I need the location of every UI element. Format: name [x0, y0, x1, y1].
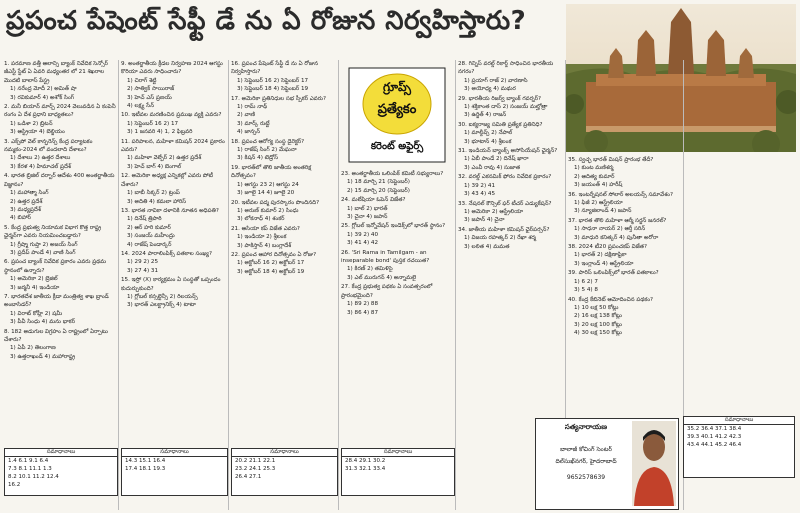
- question-text: 26. 'Sri Rama in Tamilgam - an inseparable bond' పుస్తక రచయిత?: [341, 249, 430, 265]
- question-item: [458, 226, 563, 251]
- question-text: 19. భారత్‌లో తొలి జాతీయ అంతరిక్ష దినోత్సవం?: [231, 164, 312, 180]
- answer-option: 1) బాబీ సిక్కర్ 2) ట్రంప్: [127, 190, 180, 197]
- answer-option: 1) ప్రయాగ్ రాజ్ 2) వారణాసి: [464, 77, 528, 84]
- question-text: 30. ఐక్యరాజ్య సమితి ప్రత్యేక ప్రతినిధి?: [458, 121, 543, 128]
- answers-box-3: [231, 448, 338, 496]
- answer-option: 1) ఏబీ పాండే 2) దినేష్ ఖారా: [464, 156, 529, 163]
- question-item: [568, 156, 794, 190]
- answers-row: 39.3 40.1 41.2 42.3: [687, 434, 742, 440]
- question-text: 31. ఇండియన్ బ్యాంక్స్ అసోసియేషన్ ఛైర్మన్?: [458, 148, 558, 155]
- question-item: [341, 196, 453, 221]
- answer-option: 1) ఒడిశా 2) బ్రిటన్: [10, 120, 53, 127]
- answers-row: 23.2 24.1 25.3: [235, 466, 276, 472]
- answers-rows: [232, 457, 337, 481]
- question-item: [568, 217, 794, 242]
- answers-box-4: [341, 448, 455, 496]
- answer-option: 3) చైనా 4) జపాన్: [347, 214, 388, 221]
- answer-option: 3) 41 4) 42: [347, 240, 379, 247]
- answer-option: 3) హెచ్ ఎస్ ప్రణయ్: [127, 94, 172, 101]
- question-item: [121, 172, 226, 206]
- column-3: [231, 60, 336, 445]
- answer-option: 1) మహిళా వెల్ఫేర్ 2) ఉత్తర ప్రదేశ్: [127, 155, 202, 162]
- answer-option: 3) న్యూజిలాండ్ 4) జపాన్: [574, 208, 632, 215]
- answer-option: 3) లలిత 4) మమత: [464, 243, 510, 250]
- question-item: [231, 251, 336, 276]
- answer-option: 1) అమెరికా 2) ఆస్ట్రేలియా: [464, 208, 524, 215]
- answer-option: 3) పాకిస్తాన్ 4) బంగ్లాదేశ్: [237, 242, 292, 249]
- answer-option: 1) 6 2) 7: [574, 278, 598, 285]
- answer-option: 4) జాన్సన్: [237, 129, 261, 136]
- answer-option: 1) అరుణ్ కుమార్ 2) సింధు: [237, 207, 299, 214]
- question-text: 24. మలేషియా ఓపెన్ విజేత?: [341, 197, 406, 204]
- question-item: [4, 103, 116, 137]
- answers-label: సమాధానాలు: [122, 449, 227, 457]
- answer-option: 1) సాధనా నాయర్ 2) ఆర్తీ సరిన్: [574, 226, 646, 233]
- column-1: [4, 60, 116, 445]
- answer-option: 3) ప్రదీప్ పాండే 4) వాణి సింగ్: [10, 249, 76, 256]
- answer-option: 2) ఆర్ హరి కుమార్: [127, 224, 171, 231]
- question-text: 35. స్వచ్ఛ భారత్ మిషన్ ప్రారంభ తేదీ?: [568, 157, 654, 163]
- answers-row: 17.4 18.1 19.3: [125, 466, 166, 472]
- answer-option: 2) సాత్విక్ సాయిరాజ్: [127, 86, 175, 93]
- question-item: [4, 172, 116, 222]
- question-text: 37. భారత తొలి మహిళా ఆర్మీ సర్జన్ జనరల్?: [568, 217, 667, 224]
- question-text: 34. జాతీయ మహిళా కమిషన్ ఛైర్‌పర్సన్?: [458, 226, 550, 233]
- answer-option: 3) కిషన్ 4) టెడ్రోస్: [237, 155, 279, 162]
- answers-row: 31.3 32.1 33.4: [345, 466, 386, 472]
- question-text: 38. 2024 టీ20 ప్రపంచకప్ విజేత?: [568, 244, 648, 251]
- question-text: 13. భారత నావికా దళానికి నూతన అధిపతి?: [121, 207, 219, 214]
- answer-option: 3) 27 4) 31: [127, 267, 159, 274]
- answer-option: 1) సెప్టెంబర్ 16 2) 17: [127, 120, 179, 127]
- answer-option: 1) 39 2) 41: [464, 182, 496, 189]
- author-name: సత్యనారాయణ: [564, 423, 608, 431]
- column-2: [121, 60, 226, 445]
- question-item: [341, 283, 453, 317]
- answer-option: 3) జూలై 14 4) జూలై 20: [237, 190, 295, 197]
- question-text: 2. మనీ బియాన్ మార్చ్ 2024 వెలువడిన ఏ కంపెనీ రంగం ఏ దేశ ప్రధాని బాధ్యతలు?: [4, 104, 116, 119]
- answer-option: 3) 5 4) 8: [574, 287, 598, 294]
- answer-option: 3) ఎల్ మురుగన్ 4) అన్నామలై: [347, 274, 417, 281]
- answer-option: 3) అదితి 4) కమలా హారిస్: [127, 198, 187, 205]
- column-rule: [118, 60, 119, 510]
- question-item: [121, 138, 226, 172]
- answer-option: 1) సెప్టెంబర్ 16 2) సెప్టెంబర్ 17: [237, 77, 309, 84]
- answer-option: 1) భారత్ 2) దక్షిణాఫ్రికా: [574, 252, 627, 259]
- question-item: [458, 147, 563, 172]
- answer-option: 1) బాల్ 2) భారత్: [347, 205, 388, 212]
- column-rule: [228, 60, 229, 510]
- answers-row: 7.3 8.1 11.1 1.3: [8, 466, 52, 472]
- question-text: 23. అంతర్జాతీయ ఒలింపిక్ కమిటీ సభ్యురాలు?: [341, 171, 444, 177]
- answer-option: 3) మధ్యప్రదేశ్: [10, 206, 41, 213]
- answer-option: 1) ఏపీ 2) తెలంగాణ: [10, 345, 56, 352]
- answer-option: 3) జపాన్ 4) చైనా: [464, 217, 505, 224]
- question-item: [4, 258, 116, 292]
- question-item: [231, 199, 336, 224]
- question-item: [458, 60, 563, 94]
- answer-option: 3) లోకనాధ్ 4) శంకర్: [237, 216, 285, 223]
- question-item: [568, 191, 794, 216]
- answer-option: 1) మహాత్మా సింగ్: [10, 190, 49, 197]
- answer-option: 2) ఉత్తర ప్రదేశ్: [10, 198, 43, 205]
- answer-option: 1) రాజేష్ సింగ్ 2) మేఘనా: [237, 147, 297, 154]
- answer-option: 1) దినేష్ త్రిపాఠి: [127, 216, 162, 223]
- question-text: 16. ప్రపంచ పేషెంట్ సేఫ్టీ డే ను ఏ రోజున నిర్వహిస్తారు?: [231, 61, 319, 76]
- answers-row: 16.2: [8, 482, 21, 488]
- answer-option: 1) ఫిజీ 2) ఆస్ట్రేలియా: [574, 200, 623, 207]
- answer-option: 2) 15 మార్చి 20 (సెప్టెంబర్): [347, 187, 410, 194]
- column-4: [341, 170, 453, 440]
- question-text: 7. భారతదేశ జాతీయ క్రీడా మంత్రిత్వ శాఖ బ్రాండ్ అంబాసిడర్?: [4, 293, 109, 309]
- question-item: [231, 60, 336, 94]
- question-item: [231, 138, 336, 163]
- question-text: 12. అమెరికా అధ్యక్ష ఎన్నికల్లో ఎవరు పోటీ చేశారు?: [121, 173, 213, 188]
- answer-option: 2) వాణి: [237, 112, 256, 119]
- answer-option: 1) నరేంద్ర మోదీ 2) అమిత్ షా: [10, 86, 77, 93]
- question-item: [568, 269, 794, 294]
- answer-option: 3) భూటాన్ 4) శ్రీలంక: [464, 138, 512, 145]
- answer-option: 3) కేరళ 4) హిమాచల్ ప్రదేశ్: [10, 163, 71, 170]
- answers-row: 35.2 36.4 37.1 38.4: [687, 426, 742, 432]
- answer-option: 3) 1 జనవరి 4) 1, 2 ఫిబ్రవరి: [127, 129, 193, 136]
- question-item: [121, 111, 226, 136]
- answer-option: 4) రాజేష్ పెండార్కర్: [127, 241, 172, 248]
- question-text: 18. ప్రపంచ ఆరోగ్య సంస్థ డైరెక్టర్?: [231, 138, 305, 145]
- badge-line-1: గ్రూప్స్: [383, 80, 411, 94]
- answers-row: 8.2 10.1 11.2 12.4: [8, 474, 59, 480]
- question-item: [341, 170, 453, 195]
- question-text: 39. పారిస్ ఒలింపిక్స్‌లో భారత్ పతకాలు?: [568, 270, 659, 277]
- question-item: [341, 222, 453, 247]
- question-item: [121, 207, 226, 249]
- question-item: [121, 60, 226, 110]
- question-text: 17. అమెరికా ప్రతినిధుల సభ స్పీకర్ ఎవరు?: [231, 95, 326, 102]
- answer-option: 3) జయంత్ 4) హరీష్: [574, 182, 623, 189]
- answer-option: 1) 89 2) 88: [347, 301, 379, 308]
- badge-line-3: కరెంట్ అఫైర్స్: [370, 141, 424, 152]
- question-item: [4, 328, 116, 362]
- question-text: 11. పరిపాలన, మహిళా కమిషన్ 2024 ప్రకారం ఎవరు?: [121, 138, 225, 154]
- answer-option: 1) ఆగస్టు 23 2) ఆగస్టు 24: [237, 181, 299, 188]
- answer-option: 3) ఎంవీ రావు 4) సుజాత: [464, 164, 521, 171]
- answer-option: 3) భారత్ ఎలక్ట్రానిక్స్ 4) టాటా: [127, 302, 196, 309]
- question-text: 40. కేంద్ర కేబినెట్ ఆమోదించిన పథకం?: [568, 296, 654, 303]
- question-item: [231, 95, 336, 137]
- answer-option: 1) అక్టోబర్ 16 2) అక్టోబర్ 17: [237, 260, 305, 267]
- answer-option: 3) మాధురి కనిత్కర్ 4) పునీతా అరోరా: [574, 234, 659, 241]
- question-text: 8. 182 అడుగుల విగ్రహం ఏ రాష్ట్రంలో ఏర్పాటు చేశారు?: [4, 328, 108, 343]
- answer-option: 4) 30 లక్ష 150 కోట్లు: [574, 330, 622, 337]
- question-text: 3. ఎక్స్‌పో వెల్ కాన్ఫరెన్స్ కేంద్ర పర్యాటకం నమ్మకం-2024 లో వందలాది దేశాలు?: [4, 138, 93, 154]
- question-text: 21. ఆసియా కప్ విజేత ఎవరు?: [231, 225, 300, 232]
- question-text: 33. నేషనల్ కౌన్సిల్ ఫర్ టీచర్ ఎడ్యుకేషన్?: [458, 200, 552, 207]
- answer-option: 3) మార్క్ రుట్టే: [237, 120, 270, 127]
- question-item: [231, 225, 336, 250]
- column-rule: [338, 60, 339, 510]
- author-photo: [632, 421, 676, 506]
- answer-option: 1) చిరాగ్ శెట్టి: [127, 77, 157, 84]
- answer-option: 1) శక్తికాంత దాస్ 2) సంజయ్ మల్హోత్రా: [464, 104, 548, 111]
- answer-option: 1) మాల్దీవ్స్ 2) నేపాల్: [464, 130, 513, 137]
- answer-option: 1) విజయ రహత్కర్ 2) రేఖా శర్మ: [464, 235, 536, 242]
- question-item: [4, 224, 116, 258]
- answers-box-5: [683, 416, 795, 478]
- question-item: [121, 250, 226, 275]
- question-text: 9. అంతర్జాతీయ క్రీడల నిర్వహణ 2024 ఆగస్టు కొరియా ఎవరు సాధించారు?: [121, 61, 223, 76]
- answer-option: 1) గ్రీష్మా గుప్తా 2) అజయ్ సింగ్: [10, 241, 78, 248]
- answer-option: 1) ఇండియా 2) శ్రీలంక: [237, 234, 287, 241]
- column-6: [568, 156, 794, 414]
- answers-rows: [684, 425, 794, 449]
- answers-label: సమాధానాలు: [232, 449, 337, 457]
- answer-option: 1) విరాట్ కోహ్లీ 2) షమీ: [10, 310, 63, 317]
- answer-option: 3) ఆస్ట్రియా 4) బెల్జియం: [10, 129, 65, 136]
- question-item: [458, 121, 563, 146]
- author-location: దిల్‌సుఖ్‌నగర్, హైదరాబాద్: [555, 458, 617, 465]
- answer-option: 1) 39 2) 40: [347, 231, 379, 238]
- answer-option: 3) సంజయ్ మహీంద్రు: [127, 233, 175, 240]
- answers-row: 20.2 21.1 22.1: [235, 458, 276, 464]
- question-item: [4, 138, 116, 172]
- column-rule: [455, 60, 456, 510]
- question-item: [458, 200, 563, 225]
- badge-line-2: ప్రత్యేకం: [377, 102, 417, 117]
- answer-option: 3) 43 4) 45: [464, 191, 496, 198]
- answer-option: 1) గ్లోబల్ కన్సల్టెన్సీ 2) రిలయన్స్: [127, 293, 198, 300]
- answer-option: 1) రామ్ నాథ్: [237, 104, 268, 111]
- question-item: [568, 243, 794, 268]
- question-text: 32. వరల్డ్ ఎకనమిక్ ఫోరం నివేదిక ప్రకారం?: [458, 174, 552, 181]
- column-5: [458, 60, 563, 445]
- question-item: [4, 293, 116, 327]
- answers-rows: [5, 457, 117, 489]
- question-item: [458, 173, 563, 198]
- answers-box-1: [4, 448, 118, 496]
- answers-label: సమాధానాలు: [684, 417, 794, 425]
- question-text: 6. ప్రపంచ బ్యాంక్ నివేదిక ప్రకారం ఎవరు ప్రథమ స్థానంలో ఉన్నారు?: [4, 259, 107, 274]
- answers-label: సమాధానాలు: [5, 449, 117, 457]
- question-text: 29. భారతీయ రిజర్వ్ బ్యాంక్ గవర్నర్?: [458, 95, 542, 102]
- answer-option: 3) ఇంగ్లాండ్ 4) ఆస్ట్రేలియా: [574, 260, 634, 267]
- question-text: 27. కేంద్ర ప్రభుత్వ పథకం ఏ సంవత్సరంలో ప్రారంభమైంది?: [341, 284, 433, 299]
- answer-option: 3) సెప్టెంబర్ 18 4) సెప్టెంబర్ 19: [237, 86, 309, 93]
- question-text: 25. గ్లోబల్ ఇన్నోవేషన్ ఇండెక్స్‌లో భారత్ స్థానం?: [341, 223, 446, 230]
- question-text: 4. భారత బ్రిజిల్ దర్బార్ ఆదేశం 400 అంతర్జాతీయ విజ్ఞానం?: [4, 173, 115, 188]
- answer-option: 2) 16 లక్ష 138 కోట్లు: [574, 313, 622, 320]
- answers-rows: [122, 457, 227, 473]
- answer-option: 1) దేశాలు 2) ఉత్తర దేశాలు: [10, 155, 71, 162]
- question-text: 22. ప్రపంచ ఆహార దినోత్సవం ఏ రోజు?: [231, 251, 317, 258]
- headline: ప్రపంచ పేషెంట్ సేఫ్టీ డే ను ఏ రోజున నిర్వహిస్తారు?: [6, 6, 527, 36]
- author-card: [535, 418, 679, 510]
- answers-row: 28.4 29.1 30.2: [345, 458, 386, 464]
- answer-option: 3) 86 4) 87: [347, 309, 379, 316]
- answer-option: 1) అమెరికా 2) బ్రెజిల్: [10, 276, 58, 283]
- answer-option: 3) 20 లక్ష 100 కోట్లు: [574, 321, 622, 328]
- answers-row: 14.3 15.1 16.4: [125, 458, 166, 464]
- answers-label: సమాధానాలు: [342, 449, 454, 457]
- answer-option: 4) బిహార్: [10, 215, 31, 222]
- question-item: [568, 296, 794, 338]
- question-text: 28. గిన్నిస్ వరల్డ్ రికార్డ్ సాధించిన భారతీయ నగరం?: [458, 61, 554, 76]
- answer-option: 3) రవికుమార్ 4) అశోక్ సింగ్: [10, 94, 75, 101]
- answer-option: 3) ఉర్జిత్ 4) రాజన్: [464, 112, 507, 119]
- answer-option: 3) హెచ్ బాగ్ 4) బెంగాల్: [127, 163, 182, 170]
- temple-photo: [566, 4, 796, 152]
- answer-option: 3) పీవీ సింధు 4) మను భాకర్: [10, 319, 76, 326]
- author-phone: 9652578639: [566, 474, 606, 481]
- answer-option: 3) ఉత్తరాఖండ్ 4) మహారాష్ట్ర: [10, 353, 76, 360]
- question-item: [121, 276, 226, 310]
- question-text: 36. ఇంటర్నేషనల్ సోలార్ అలయన్స్ సమావేశం?: [568, 191, 673, 198]
- answer-option: 3) అయోధ్య 4) మథుర: [464, 86, 516, 93]
- answers-rows: [342, 457, 454, 473]
- answer-option: 3) జర్మనీ 4) ఇండియా: [10, 284, 60, 291]
- answer-option: 1) కుంట మణిశర్మ: [574, 165, 614, 172]
- question-item: [4, 60, 116, 102]
- answer-option: 4) లక్ష్య సేన్: [127, 103, 155, 110]
- question-text: 20. ఇటీవల పద్మ పురస్కారం పొందినది?: [231, 199, 320, 206]
- answer-option: 3) అక్టోబర్ 18 4) అక్టోబర్ 19: [237, 268, 305, 275]
- question-text: 15. ఇస్రో (X) కార్యక్రమం ఏ సంస్థతో ఒప్పందం కుదుర్చుకుంది?: [121, 277, 221, 292]
- answer-option: 2) ఆదిత్య కుమార్: [574, 173, 615, 180]
- answer-option: 1) కిరణ్ 2) తమిళిసై: [347, 266, 393, 273]
- question-item: [458, 95, 563, 120]
- author-org: బాలాజీ కోచింగ్ సెంటర్: [560, 446, 612, 453]
- answers-row: 26.4 27.1: [235, 474, 262, 480]
- question-text: 10. ఇటీవల మరణించిన ప్రముఖ వ్యక్తి ఎవరు?: [121, 112, 222, 119]
- answers-row: 43.4 44.1 45.2 46.4: [687, 442, 742, 448]
- answers-row: 1.4 6.1 9.1 6.4: [8, 458, 49, 464]
- question-item: [231, 164, 336, 198]
- answer-option: 1) 18 మార్చి 21 (సెప్టెంబర్): [347, 179, 410, 186]
- answer-option: 1) 10 లక్ష 50 కోట్లు: [574, 304, 619, 311]
- question-text: 14. 2024 పారాలింపిక్స్ పతకాల సంఖ్య?: [121, 250, 212, 257]
- question-text: 5. కేంద్ర ప్రభుత్వ నియామక విభాగ కొత్త రాష్ట్ర ఛైర్మన్‌గా ఎవరు నియమించబడ్డారు?: [4, 224, 102, 240]
- question-text: 1. పరమాణ వత్తీ ఆలాన్సి బ్యాంక్ నివేదిక సెన్సోర్ జీఎస్టీ స్టేట్ ఏ ఏవరి మధ్యంతర లో 21 శిఖరాల మొదటి బాలాస్ పేస్ట్ర: [4, 61, 108, 84]
- answer-option: 1) 29 2) 25: [127, 259, 159, 266]
- question-item: [341, 249, 453, 283]
- answers-box-2: [121, 448, 228, 496]
